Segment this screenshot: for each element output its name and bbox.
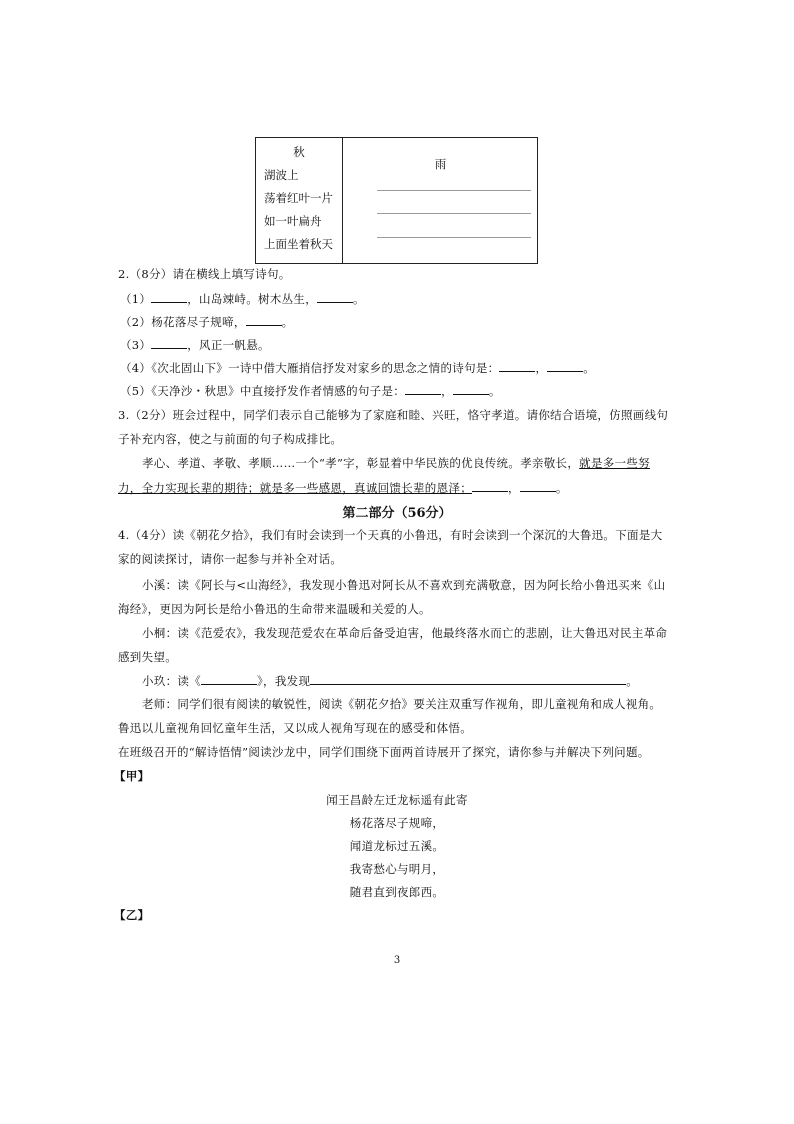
poem-jia-line: 闻道龙标过五溪。 [349, 839, 445, 853]
q2-item-2-end: 。 [281, 315, 294, 329]
answer-blank[interactable] [472, 479, 508, 492]
q3-sep: ， [508, 481, 520, 495]
answer-blank-book[interactable] [201, 672, 257, 685]
q2-item-3 [120, 336, 270, 353]
answer-blank[interactable] [151, 290, 187, 303]
poem-table [255, 137, 538, 264]
writing-line[interactable] [377, 213, 531, 214]
q2-stem: 2.（8分）请在横线上填写诗句。 [118, 267, 291, 281]
q4-stem-line1: 4.（4分）读《朝花夕拾》，我们有时会读到一个天真的小鲁迅，有时会读到一个深沉的大鲁迅。下面是大 [118, 528, 663, 542]
q2-item-5-text: （5）《天净沙・秋思》中直接抒发作者情感的句子是： [120, 384, 406, 398]
poem-jia-line: 随君直到夜郎西。 [349, 885, 445, 899]
answer-blank[interactable] [453, 382, 489, 395]
q2-item-2-text: （2）杨花落尽子规啼， [120, 315, 246, 329]
q3-paragraph-line1 [142, 455, 650, 471]
poem-right-title: 雨 [434, 157, 447, 171]
answer-blank[interactable] [547, 359, 583, 372]
q2-item-3-text: ，风正一帆悬。 [187, 338, 270, 352]
q4-xiaojiu-c: 。 [626, 674, 639, 688]
q2-item-1-num: （1） [120, 292, 152, 306]
answer-blank[interactable] [317, 290, 353, 303]
q4-xiaoxi-line1: 小溪：读《阿长与<山海经》，我发现小鲁迅对阿长从不喜欢到充满敬意，因为阿长给小鲁迅买来《山 [142, 578, 666, 592]
q2-item-1-text: ，山岛竦峙。树木丛生， [187, 292, 318, 306]
q3-stem-line1: 3.（2分）班会过程中，同学们表示自己能够为了家庭和睦、兴旺，恪守孝道。请你结合语境，仿照画线句 [118, 408, 669, 422]
q2-item-5 [120, 382, 501, 399]
q4-xiaojiu-a: 小玖：读《 [142, 674, 201, 688]
answer-blank[interactable] [246, 313, 282, 326]
q4-xiaoxi-line2: 海经》，更因为阿长是给小鲁迅的生命带来温暖和关爱的人。 [118, 602, 431, 616]
poem-left-line: 如一叶扁舟 [264, 214, 322, 228]
writing-line[interactable] [377, 237, 531, 238]
q2-item-4-text: （4）《次北固山下》一诗中借大雁捎信抒发对家乡的思念之情的诗句是： [120, 361, 500, 375]
q3-end: 。 [555, 481, 568, 495]
q2-item-1 [120, 290, 365, 307]
q4-xiaotong-line1: 小桐：读《范爱农》，我发现范爱农在革命后备受迫害，他最终落水而亡的悲剧，让大鲁迅对民主革命 [142, 626, 668, 640]
q4-teacher-line1: 老师：同学们很有阅读的敏锐性，阅读《朝花夕拾》要关注双重写作视角，即儿童视角和成人视角。 [142, 697, 662, 711]
label-jia: 【甲】 [114, 769, 150, 783]
q2-item-4-sep: ， [535, 361, 548, 375]
q4-xiaojiu-b: 》，我发现 [257, 674, 311, 688]
poem-left-line: 湖波上 [264, 168, 299, 182]
q2-item-1-end: 。 [353, 292, 365, 306]
poem-left-line: 荡着红叶一片 [264, 191, 333, 205]
poem-jia-title: 闻王昌龄左迁龙标遥有此寄 [326, 793, 468, 807]
section-title: 第二部分（56分） [342, 506, 452, 521]
answer-blank-discovery[interactable] [310, 672, 626, 685]
q4-stem-line2: 家的阅读探讨，请你一起参与并补全对话。 [118, 552, 343, 566]
answer-blank[interactable] [151, 336, 187, 349]
q2-item-2 [120, 313, 293, 330]
q2-item-4 [120, 359, 595, 376]
q3-underlined-sentence: 就是多一些努 [579, 456, 650, 470]
answer-blank[interactable] [499, 359, 535, 372]
poem-jia-line: 我寄愁心与明月， [349, 862, 445, 876]
q3-paragraph-line2 [118, 479, 568, 496]
q3-underlined-sentence: 力，全力实现长辈的期待；就是多一些感恩，真诚回馈长辈的恩泽； [118, 481, 472, 495]
q2-item-3-num: （3） [120, 338, 152, 352]
poem-left-line: 上面坐着秋天 [264, 237, 333, 251]
q3-stem-line2: 子补充内容，使之与前面的句子构成排比。 [118, 432, 343, 446]
q2-item-5-end: 。 [488, 384, 501, 398]
page-number: 3 [393, 955, 401, 966]
label-yi: 【乙】 [114, 908, 150, 922]
q4-xiaojiu-line [142, 672, 638, 689]
poem-left-title: 秋 [293, 145, 305, 159]
q4-xiaotong-line2: 感到失望。 [118, 650, 177, 664]
q3-para-text: 孝心、孝道、孝敬、孝顺……一个“孝”字，彰显着中华民族的优良传统。孝亲敬长， [142, 456, 580, 470]
q4-teacher-line2: 鲁迅以儿童视角回忆童年生活，又以成人视角写现在的感受和体悟。 [118, 721, 472, 735]
answer-blank[interactable] [520, 479, 556, 492]
q4-salon-line: 在班级召开的“解诗悟情”阅读沙龙中，同学们围绕下面两首诗展开了探究，请你参与并解决下列问题。 [118, 745, 650, 759]
poem-jia-line: 杨花落尽子规啼， [349, 816, 445, 830]
q2-item-5-sep: ， [441, 384, 453, 398]
writing-line[interactable] [377, 190, 531, 191]
answer-blank[interactable] [405, 382, 441, 395]
q2-item-4-end: 。 [583, 361, 596, 375]
